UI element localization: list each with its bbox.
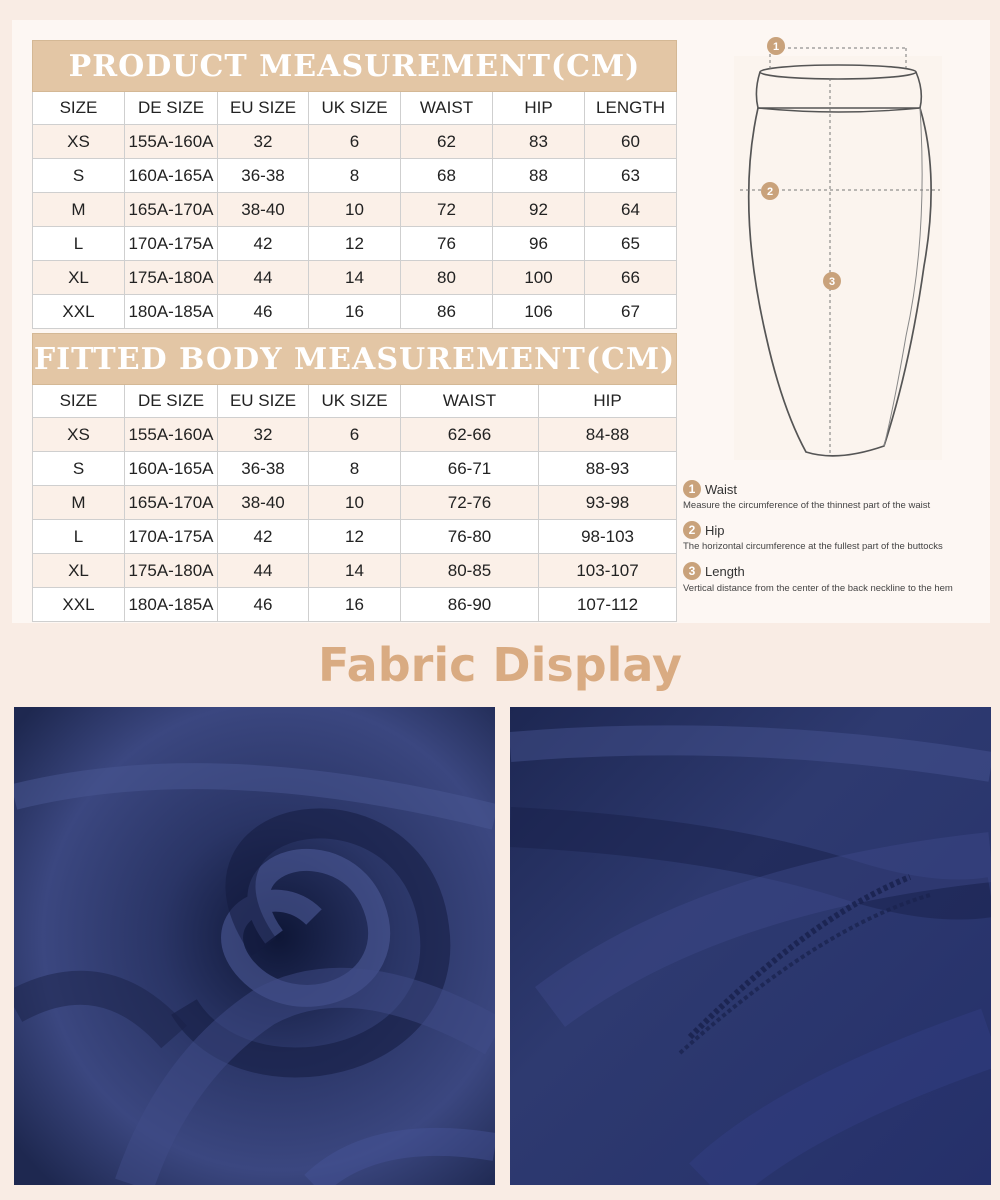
table-cell: XS [33, 125, 125, 159]
table-cell: 80-85 [401, 554, 539, 588]
header-cell: SIZE [33, 385, 125, 418]
table-cell: 160A-165A [125, 452, 218, 486]
table-row [33, 452, 677, 486]
table-cell: 84-88 [539, 418, 677, 452]
table-cell: 14 [309, 261, 401, 295]
table-cell: 44 [218, 554, 309, 588]
table-cell: 12 [309, 520, 401, 554]
number-badge: 3 [683, 562, 701, 580]
header-cell: DE SIZE [125, 385, 218, 418]
table-cell: 10 [309, 486, 401, 520]
note-description: Measure the circumference of the thinnest part of the waist [683, 500, 931, 512]
header-cell: WAIST [401, 92, 493, 125]
table-cell: 76 [401, 227, 493, 261]
table-cell: 42 [218, 227, 309, 261]
table-cell: 44 [218, 261, 309, 295]
table-cell: 38-40 [218, 486, 309, 520]
table-cell: 12 [309, 227, 401, 261]
table-cell: 86 [401, 295, 493, 329]
table-row [33, 418, 677, 452]
table-cell: 106 [493, 295, 585, 329]
header-cell: LENGTH [585, 92, 677, 125]
header-cell: UK SIZE [309, 92, 401, 125]
table-cell: 86-90 [401, 588, 539, 622]
note-description: Vertical distance from the center of the back neckline to the hem [683, 582, 953, 594]
table-cell: 46 [218, 588, 309, 622]
header-cell: UK SIZE [309, 385, 401, 418]
table-cell: 8 [309, 452, 401, 486]
table-cell: 6 [309, 418, 401, 452]
table-row [33, 295, 677, 329]
table-cell: 6 [309, 125, 401, 159]
skirt-diagram [734, 36, 944, 464]
diagram-backdrop [734, 56, 942, 460]
table-row [33, 193, 677, 227]
table-cell: 96 [493, 227, 585, 261]
table-cell: 62-66 [401, 418, 539, 452]
table-cell: L [33, 227, 125, 261]
table-cell: 165A-170A [125, 486, 218, 520]
table-cell: 38-40 [218, 193, 309, 227]
table-cell: 62 [401, 125, 493, 159]
table-cell: 100 [493, 261, 585, 295]
table-cell: 8 [309, 159, 401, 193]
table-cell: 72 [401, 193, 493, 227]
product-measurement-table [32, 40, 677, 329]
header-cell: EU SIZE [218, 385, 309, 418]
table-cell: M [33, 486, 125, 520]
header-cell: HIP [539, 385, 677, 418]
table-cell: L [33, 520, 125, 554]
header-cell: WAIST [401, 385, 539, 418]
table-cell: 80 [401, 261, 493, 295]
marker-2-label: 2 [766, 186, 774, 198]
table-cell: 63 [585, 159, 677, 193]
fitted-table-header-row [33, 385, 677, 418]
table-cell: 60 [585, 125, 677, 159]
note-title: Waist [705, 481, 738, 497]
table-cell: 66-71 [401, 452, 539, 486]
number-badge: 2 [683, 521, 701, 539]
table-cell: 42 [218, 520, 309, 554]
table-cell: M [33, 193, 125, 227]
table-cell: 160A-165A [125, 159, 218, 193]
fabric-hem-image [510, 707, 991, 1185]
table-row [33, 261, 677, 295]
header-cell: DE SIZE [125, 92, 218, 125]
product-table-header-row [33, 92, 677, 125]
table-cell: 88-93 [539, 452, 677, 486]
header-cell: EU SIZE [218, 92, 309, 125]
table-cell: 46 [218, 295, 309, 329]
table-cell: 64 [585, 193, 677, 227]
table-cell: 68 [401, 159, 493, 193]
table-cell: XXL [33, 588, 125, 622]
note-description: The horizontal circumference at the fullest part of the buttocks [683, 541, 943, 553]
table-cell: 180A-185A [125, 588, 218, 622]
table-cell: 175A-180A [125, 554, 218, 588]
number-badge: 1 [683, 480, 701, 498]
header-cell: HIP [493, 92, 585, 125]
table-cell: 16 [309, 295, 401, 329]
table-row [33, 520, 677, 554]
note-title: Hip [705, 522, 725, 538]
table-row [33, 227, 677, 261]
note-waist [683, 480, 993, 511]
skirt-sketch-icon [734, 36, 944, 464]
marker-3-label: 3 [828, 276, 836, 288]
table-row [33, 486, 677, 520]
header-cell: SIZE [33, 92, 125, 125]
table-cell: 170A-175A [125, 520, 218, 554]
marker-1-label: 1 [772, 41, 780, 53]
fabric-hem-photo [510, 707, 991, 1185]
table-cell: 155A-160A [125, 418, 218, 452]
table-cell: 92 [493, 193, 585, 227]
table-row [33, 125, 677, 159]
note-title: Length [705, 563, 745, 579]
table-cell: S [33, 159, 125, 193]
table-cell: 76-80 [401, 520, 539, 554]
table-cell: 32 [218, 418, 309, 452]
fabric-display-title: Fabric Display [317, 638, 683, 692]
table-cell: 170A-175A [125, 227, 218, 261]
table-row [33, 159, 677, 193]
table-cell: 36-38 [218, 452, 309, 486]
table-cell: 98-103 [539, 520, 677, 554]
table-cell: 72-76 [401, 486, 539, 520]
fabric-swirl-image [14, 707, 495, 1185]
table-row [33, 588, 677, 622]
table-cell: 67 [585, 295, 677, 329]
table-cell: 107-112 [539, 588, 677, 622]
table-cell: 175A-180A [125, 261, 218, 295]
fitted-body-measurement-table [32, 333, 677, 622]
table-cell: 32 [218, 125, 309, 159]
table-cell: XL [33, 261, 125, 295]
table-cell: 83 [493, 125, 585, 159]
table-cell: 180A-185A [125, 295, 218, 329]
table-cell: 66 [585, 261, 677, 295]
table-cell: 88 [493, 159, 585, 193]
note-length [683, 562, 993, 593]
table-cell: 65 [585, 227, 677, 261]
table-cell: 165A-170A [125, 193, 218, 227]
table-cell: 93-98 [539, 486, 677, 520]
table-cell: 14 [309, 554, 401, 588]
table-cell: 10 [309, 193, 401, 227]
fitted-table-title: FITTED BODY MEASUREMENT(CM) [33, 334, 677, 385]
fabric-swirl-photo [14, 707, 495, 1185]
note-hip [683, 521, 993, 552]
table-cell: XXL [33, 295, 125, 329]
table-cell: 16 [309, 588, 401, 622]
table-cell: XS [33, 418, 125, 452]
table-cell: XL [33, 554, 125, 588]
table-cell: 155A-160A [125, 125, 218, 159]
table-cell: S [33, 452, 125, 486]
table-row [33, 554, 677, 588]
product-table-title: PRODUCT MEASUREMENT(CM) [33, 41, 677, 92]
measurement-notes [683, 480, 993, 604]
table-cell: 36-38 [218, 159, 309, 193]
table-cell: 103-107 [539, 554, 677, 588]
